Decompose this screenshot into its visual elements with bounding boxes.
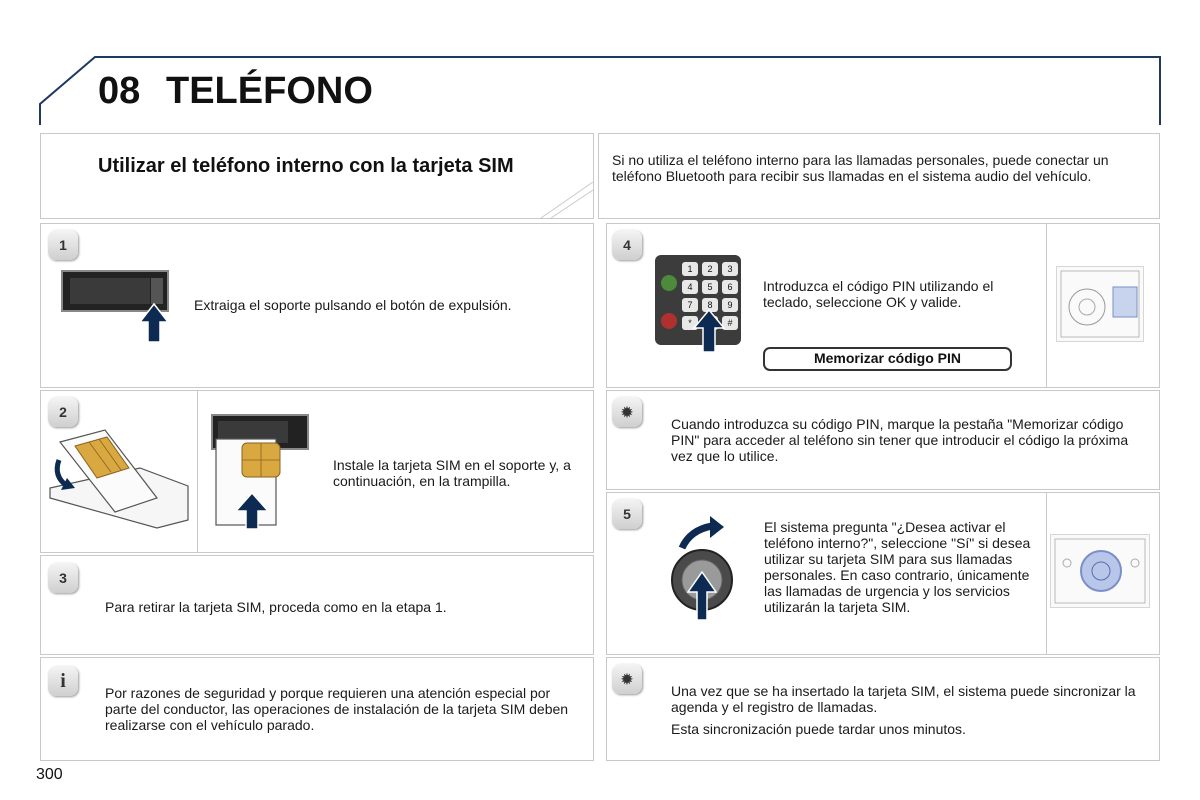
lightbulb-icon: ✹ xyxy=(612,397,642,427)
keypad-key: 2 xyxy=(702,262,718,276)
keypad-key: 7 xyxy=(682,298,698,312)
sim-tray-illustration xyxy=(45,428,193,532)
intro-text: Si no utiliza el teléfono interno para las llamadas personales, puede conectar un teléfono Bluetooth para recibir sus llamadas en el sistema audio del vehículo. xyxy=(612,152,1109,184)
keypad-key: # xyxy=(722,316,738,330)
tip-1-text: Cuando introduzca su código PIN, marque la pestaña "Memorizar código PIN" para acceder al teléfono sin tener que introducir el código la próxima vez que lo utilice. xyxy=(671,416,1129,464)
radio-knob-panel-illustration xyxy=(1051,535,1149,607)
rotary-knob-illustration xyxy=(666,514,744,626)
step-1-badge: 1 xyxy=(48,230,78,260)
info-note-text: Por razones de seguridad y porque requieren una atención especial por parte del conductor, las operaciones de instalación de la tarjeta SIM deben realizarse con el vehículo parado. xyxy=(105,685,569,733)
keypad-key: * xyxy=(682,316,698,330)
step-5-divider xyxy=(1046,492,1047,655)
corner-decoration xyxy=(531,182,595,220)
step-4-text: Introduzca el código PIN utilizando el teclado, seleccione OK y valide. xyxy=(763,278,994,310)
keypad-key: 8 xyxy=(702,298,718,312)
section-title: Utilizar el teléfono interno con la tarjeta SIM xyxy=(98,155,514,177)
page-number: 300 xyxy=(36,766,63,783)
step-1-text: Extraiga el soporte pulsando el botón de expulsión. xyxy=(194,297,512,313)
keypad-key: 1 xyxy=(682,262,698,276)
keypad-key: 6 xyxy=(722,280,738,294)
tip-2-text: Una vez que se ha insertado la tarjeta SIM, el sistema puede sincronizar la agenda y el registro de llamadas. xyxy=(671,683,1136,715)
keypad-key: 3 xyxy=(722,262,738,276)
info-icon: i xyxy=(48,666,78,696)
radio-knob-thumbnail xyxy=(1050,534,1150,608)
step-5-badge: 5 xyxy=(612,499,642,529)
keypad-key: 4 xyxy=(682,280,698,294)
step-2-text: Instale la tarjeta SIM en el soporte y, a continuación, en la trampilla. xyxy=(333,457,571,489)
radio-panel-thumbnail xyxy=(1056,266,1144,342)
step-3-badge: 3 xyxy=(48,563,78,593)
memorize-pin-button[interactable]: Memorizar código PIN xyxy=(763,347,1012,371)
step-2-badge: 2 xyxy=(48,397,78,427)
keypad-key: 9 xyxy=(722,298,738,312)
chapter-title: TELÉFONO xyxy=(166,70,373,112)
sim-eject-slot-illustration xyxy=(60,268,172,344)
step-4-divider xyxy=(1046,223,1047,388)
sim-holder-illustration xyxy=(208,413,312,531)
radio-panel-illustration xyxy=(1057,267,1143,341)
step-5-text: El sistema pregunta "¿Desea activar el teléfono interno?", seleccione "Sí" si desea utilizar su tarjeta SIM para sus llamadas personales. En caso contrario, únicamente las llamadas de urgencia y los servicios utilizarán la tarjeta SIM. xyxy=(764,519,1031,615)
press-arrow-icon xyxy=(692,308,726,354)
step-2-divider xyxy=(197,390,198,553)
step-4-badge: 4 xyxy=(612,230,642,260)
lightbulb-icon: ✹ xyxy=(612,664,642,694)
chapter-number: 08 xyxy=(98,70,141,112)
tip-2-text-secondary: Esta sincronización puede tardar unos minutos. xyxy=(671,721,966,737)
keypad-key: 5 xyxy=(702,280,718,294)
step-3-text: Para retirar la tarjeta SIM, proceda como en la etapa 1. xyxy=(105,599,447,615)
